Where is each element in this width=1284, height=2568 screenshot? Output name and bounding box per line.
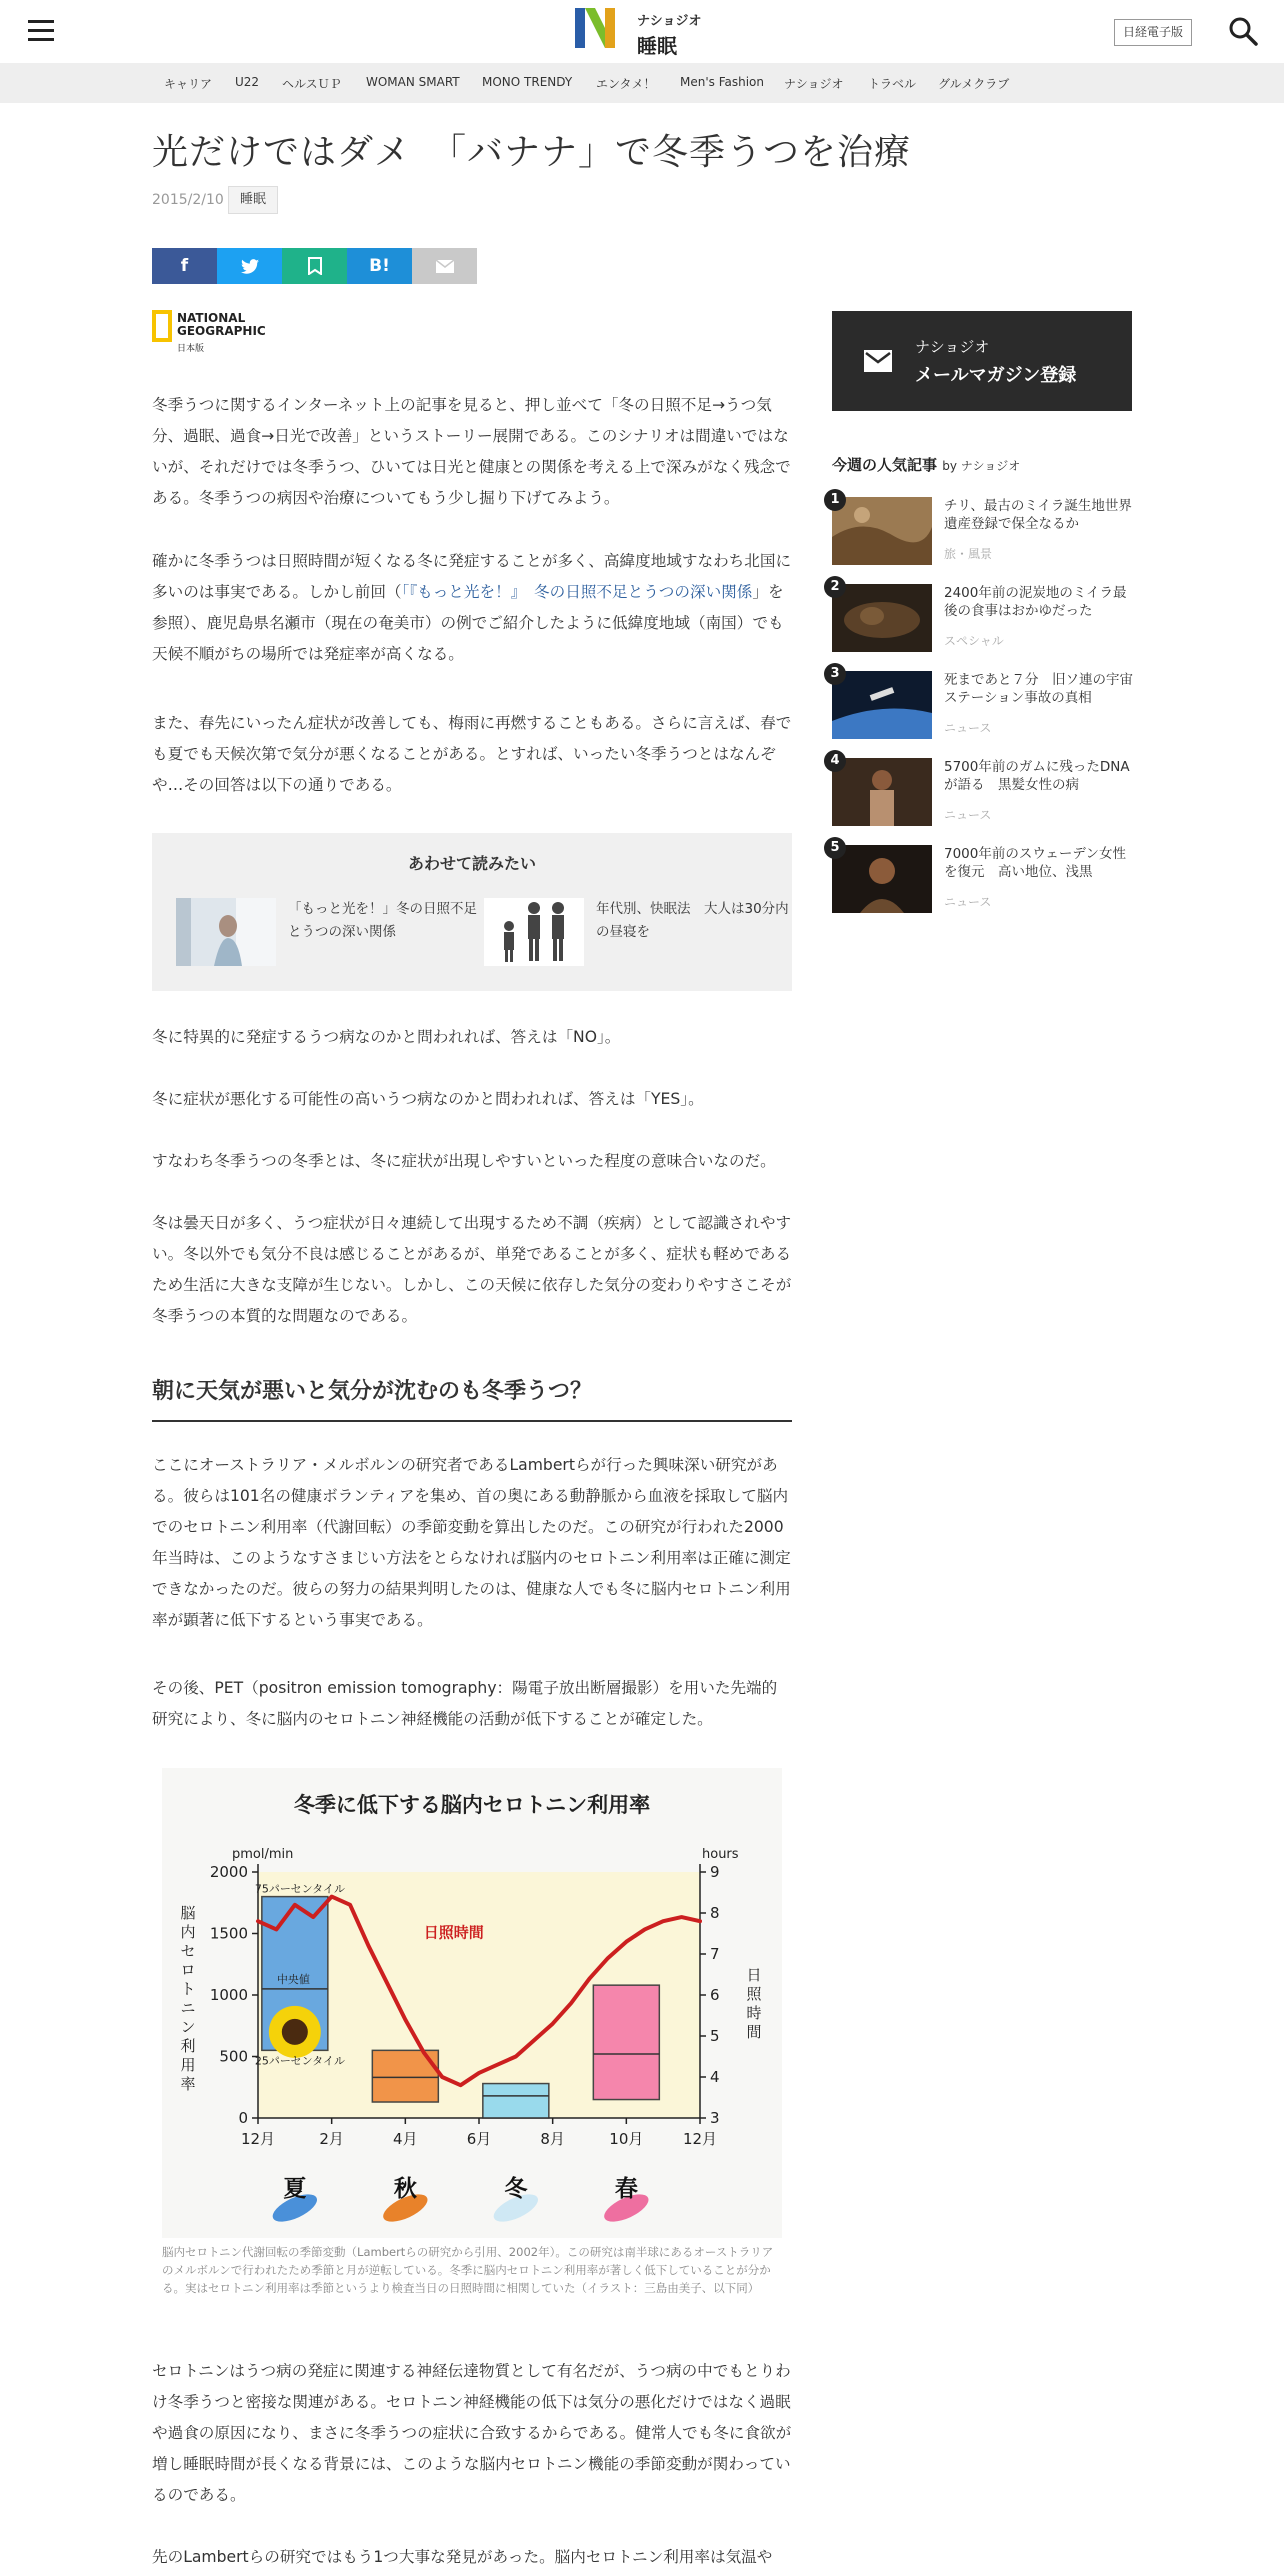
ranking-category: 旅・風景 xyxy=(944,547,993,561)
paragraph: 冬は曇天日が多く、うつ症状が日々連続して出現するため不調（疾病）として認識されやすい。冬以外でも気分不良は感じることがあるが、単発であることが多く、症状も軽めであるため生活に大きな支障が生じない。しかし、この天候に依存した気分の変わりやすさこそが冬季うつの本質的な問題なのである。 xyxy=(152,1214,792,1325)
popular-heading: 今週の人気記事 by ナショジオ xyxy=(832,456,1021,474)
paragraph: セロトニンはうつ病の発症に関連する神経伝達物質として有名だが、うつ病の中でもとりわけ冬季うつと密接な関連がある。セロトニン神経機能の低下は気分の悪化だけではなく過眠や過食の原因になり、まさに冬季うつの症状に合致するからである。健常人でも冬に食欲が増し睡眠時間が長くなる背景には、このような脳内セロトニン機能の季節変動が関わっているのである。 xyxy=(152,2362,792,2504)
ranking-thumbnail xyxy=(832,671,932,739)
natgeo-logo-text: NATIONAL GEOGRAPHIC xyxy=(177,311,266,338)
facebook-share-button[interactable] xyxy=(152,248,217,284)
ranking-title: チリ、最古のミイラ誕生地世界遺産登録で保全なるか xyxy=(944,498,1132,532)
related-title: 「もっと光を！」冬の日照不足とうつの深い関係 xyxy=(288,901,477,940)
y2-axis-label-char: 間 xyxy=(746,2023,762,2041)
y2-tick-label: 4 xyxy=(710,2068,720,2086)
related-articles-box xyxy=(152,833,792,991)
natgeo-logo-edition: 日本版 xyxy=(177,344,205,354)
y2-axis-label-char: 時 xyxy=(746,2004,762,2022)
y-axis-label-char: 内 xyxy=(180,1923,196,1941)
ranking-thumbnail xyxy=(832,845,932,913)
x-tick-label: 10月 xyxy=(609,2130,644,2148)
paragraph: 確かに冬季うつは日照時間が短くなる冬に発症することが多く、高緯度地域すなわち北国に多いのは事実である。しかし前回（「『もっと光を！』 冬の日照不足とうつの深い関係」を参照）、鹿児島県名瀬市（現在の奄美市）の例でご紹介したように低緯度地域（南国）でも天候不順がちの場所では発症率が高くなる。 xyxy=(152,552,792,663)
nav-item[interactable]: MONO TRENDY xyxy=(482,75,573,89)
y-tick-label: 500 xyxy=(219,2047,248,2066)
twitter-icon xyxy=(241,259,259,274)
menu-icon[interactable] xyxy=(28,20,56,42)
ranking-thumbnail xyxy=(832,758,932,826)
related-article[interactable] xyxy=(176,898,476,968)
y-tick-label: 1500 xyxy=(209,1924,248,1943)
ranking-title: 7000年前のスウェーデン女性を復元 高い地位、浅黒 xyxy=(944,846,1127,880)
ranking-category: ニュース xyxy=(944,721,992,735)
y2-tick-label: 3 xyxy=(710,2109,720,2127)
section-heading: 朝に天気が悪いと気分が沈むのも冬季うつ？ xyxy=(152,1374,792,1422)
median-annotation: 中央値 xyxy=(276,1972,310,1986)
rank-number: 3 xyxy=(824,663,846,685)
paragraph: すなわち冬季うつの冬季とは、冬に症状が出現しやすいといった程度の意味合いなのだ。 xyxy=(152,1152,776,1170)
bookmark-share-button[interactable] xyxy=(282,248,347,284)
serotonin-chart-figure xyxy=(162,1768,782,2238)
natgeo-frame-icon xyxy=(152,310,172,342)
rank-number: 5 xyxy=(824,837,846,859)
facebook-icon: f xyxy=(180,256,189,276)
x-tick-label: 6月 xyxy=(466,2130,492,2148)
y-axis-label-char: セ xyxy=(180,1942,196,1960)
paragraph: 冬季うつに関するインターネット上の記事を見ると、押し並べて「冬の日照不足→うつ気分、過眠、過食→日光で改善」というストーリー展開である。このシナリオは間違いではないが、それだけでは冬季うつ、ひいては日光と健康との関係を考える上で深みがなく残念である。冬季うつの病因や治療についてもう少し掘り下げてみよう。 xyxy=(152,396,791,507)
ranking-category: ニュース xyxy=(944,895,992,909)
nav-item[interactable]: グルメクラブ xyxy=(938,77,1010,91)
y2-axis-label-char: 日 xyxy=(746,1966,762,1984)
y-tick-label: 1000 xyxy=(209,1986,248,2004)
nav-item[interactable]: エンタメ！ xyxy=(596,77,656,91)
chart-title: 冬季に低下する脳内セロトニン利用率 xyxy=(293,1793,651,1817)
site-logo[interactable] xyxy=(575,6,720,56)
series-label: 日照時間 xyxy=(423,1923,484,1942)
ranking-item[interactable] xyxy=(830,666,1133,751)
hatena-icon: B! xyxy=(369,256,390,276)
nav-item[interactable]: トラベル xyxy=(868,77,917,91)
paragraph: 冬に症状が悪化する可能性の高いうつ病なのかと問われれば、答えは「YES」。 xyxy=(152,1090,704,1108)
y2-axis-unit: hours xyxy=(702,1847,739,1862)
x-tick-label: 12月 xyxy=(240,2130,276,2148)
p25-annotation: 25パーセンタイル xyxy=(254,2054,345,2068)
natgeo-logo xyxy=(152,310,266,354)
p75-annotation: 75パーセンタイル xyxy=(254,1882,345,1896)
y2-tick-label: 7 xyxy=(710,1945,720,1963)
mail-share-button[interactable] xyxy=(412,248,477,284)
nav-item[interactable]: WOMAN SMART xyxy=(366,75,460,89)
nav-item[interactable]: キャリア xyxy=(164,77,213,91)
search-icon[interactable] xyxy=(1228,16,1258,46)
ranking-title: 2400年前の泥炭地のミイラ最後の食事はおかゆだった xyxy=(944,585,1127,619)
x-tick-label: 12月 xyxy=(682,2130,718,2148)
ranking-item[interactable] xyxy=(830,579,1132,664)
figure-caption: 脳内セロトニン代謝回転の季節変動（Lambertらの研究から引用、2002年）。この研究は南半球にあるオーストラリアのメルボルンで行われたため季節と月が逆転している。冬季に脳内セロトニン利用率が著しく低下していることが分かる。実はセロトニン利用率は季節というより検査当日の日照時間に相関していた（イラスト：三島由美子、以下同） xyxy=(162,2245,774,2295)
rank-number: 2 xyxy=(824,576,846,598)
newsletter-signup-button[interactable] xyxy=(832,311,1132,411)
related-article[interactable] xyxy=(484,898,789,968)
related-article-link[interactable]: 「『もっと光を！』 冬の日照不足とうつの深い関係 xyxy=(401,583,753,601)
ranking-item[interactable] xyxy=(830,492,1132,577)
logo-title: 睡眠 xyxy=(637,34,677,58)
bookmark-icon xyxy=(307,257,323,275)
envelope-icon xyxy=(864,350,892,372)
paragraph: 冬に特異的に発症するうつ病なのかと問われれば、答えは「NO」。 xyxy=(152,1028,621,1046)
ranking-thumbnail xyxy=(832,584,932,652)
y-tick-label: 2000 xyxy=(209,1863,248,1881)
ranking-category: ニュース xyxy=(944,808,992,822)
mail-icon xyxy=(436,260,454,273)
y-axis-label-char: ニ xyxy=(180,1999,196,2017)
y-axis-label-char: ト xyxy=(180,1980,196,1998)
paragraph: その後、PET（positron emission tomography：陽電子放出断層撮影）を用いた先端的研究により、冬に脳内のセロトニン神経機能の活動が低下することが確定した。 xyxy=(152,1679,778,1728)
x-tick-label: 2月 xyxy=(319,2130,344,2148)
related-heading: あわせて読みたい xyxy=(407,854,536,873)
box-冬 xyxy=(483,2084,549,2118)
serotonin-chart xyxy=(162,1768,782,2238)
x-tick-label: 4月 xyxy=(393,2130,418,2148)
y-tick-label: 0 xyxy=(238,2109,248,2127)
y-axis-label-char: 利 xyxy=(180,2037,196,2055)
article-date: 2015/2/10 xyxy=(152,192,224,208)
box-春 xyxy=(593,1985,659,2099)
nav-item[interactable]: ヘルスＵＰ xyxy=(282,77,342,91)
y-axis-unit: pmol/min xyxy=(232,1847,294,1862)
category-tag[interactable]: 睡眠 xyxy=(228,186,278,214)
x-tick-label: 8月 xyxy=(540,2130,565,2148)
season-label: 夏 xyxy=(283,2176,307,2202)
ranking-title: 5700年前のガムに残ったDNAが語る 黒髪女性の病 xyxy=(944,759,1130,793)
y-axis-label-char: ン xyxy=(180,2018,196,2036)
y-axis-label-char: 用 xyxy=(180,2056,196,2074)
paragraph: また、春先にいったん症状が改善しても、梅雨に再燃することもある。さらに言えば、春でも夏でも天候次第で気分が悪くなることがある。とすれば、いったい冬季うつとはなんぞや…その回答は以下の通りである。 xyxy=(152,714,792,794)
y-axis-label-char: ロ xyxy=(180,1961,196,1979)
season-label: 春 xyxy=(614,2176,638,2202)
category-nav xyxy=(0,63,1284,103)
y2-tick-label: 6 xyxy=(710,1986,720,2004)
season-label: 秋 xyxy=(393,2176,417,2202)
season-label: 冬 xyxy=(504,2176,528,2202)
y-axis-label-char: 脳 xyxy=(180,1904,196,1922)
article-title: 光だけではダメ 「バナナ」で冬季うつを治療 xyxy=(152,132,912,173)
rank-number: 4 xyxy=(824,750,846,772)
ranking-title: 死まであと７分 旧ソ連の宇宙ステーション事故の真相 xyxy=(944,672,1133,706)
newsletter-subtitle: ナショジオ xyxy=(915,338,990,356)
y2-tick-label: 5 xyxy=(710,2027,720,2045)
y2-tick-label: 9 xyxy=(710,1863,720,1881)
ranking-thumbnail xyxy=(832,497,932,565)
logo-subtitle: ナショジオ xyxy=(637,14,702,29)
ranking-item[interactable] xyxy=(830,753,1132,838)
nav-item[interactable]: ナショジオ xyxy=(784,77,844,91)
nav-item[interactable]: Men's Fashion xyxy=(680,75,764,89)
related-title: 年代別、快眠法 大人は30分内の昼寝を xyxy=(596,901,789,940)
logo-n-icon xyxy=(575,8,615,48)
site-header xyxy=(0,0,1284,63)
twitter-share-button[interactable] xyxy=(217,248,282,284)
y2-axis-label-char: 照 xyxy=(746,1985,762,2003)
related-thumbnail xyxy=(176,898,276,966)
rank-number: 1 xyxy=(824,489,846,511)
y-axis-label-char: 率 xyxy=(180,2075,196,2093)
ranking-category: スペシャル xyxy=(944,634,1004,648)
sunflower-center-icon xyxy=(282,2019,308,2045)
paragraph: ここにオーストラリア・メルボルンの研究者であるLambertらが行った興味深い研究がある。彼らは101名の健康ボランティアを集め、首の奥にある動静脈から血液を採取して脳内でのセロトニン利用率（代謝回転）の季節変動を算出したのだ。この研究が行われた2000年当時は、このようなすさまじい方法をとらなければ脳内のセロトニン利用率は正確に測定できなかったのだ。彼らの努力の結果判明したのは、健康な人でも冬に脳内セロトニン利用率が顕著に低下するという事実である。 xyxy=(152,1456,791,1629)
hatena-share-button[interactable] xyxy=(347,248,412,284)
nikkei-button[interactable]: 日経電子版 xyxy=(1114,19,1192,46)
related-thumbnail xyxy=(484,898,584,966)
newsletter-title: メールマガジン登録 xyxy=(915,365,1077,386)
nav-item[interactable]: U22 xyxy=(235,75,260,89)
paragraph: 先のLambertらの研究ではもう1つ大事な発見があった。脳内セロトニン利用率は気温や xyxy=(152,2548,773,2566)
ranking-item[interactable] xyxy=(830,840,1132,925)
y2-tick-label: 8 xyxy=(710,1904,720,1922)
